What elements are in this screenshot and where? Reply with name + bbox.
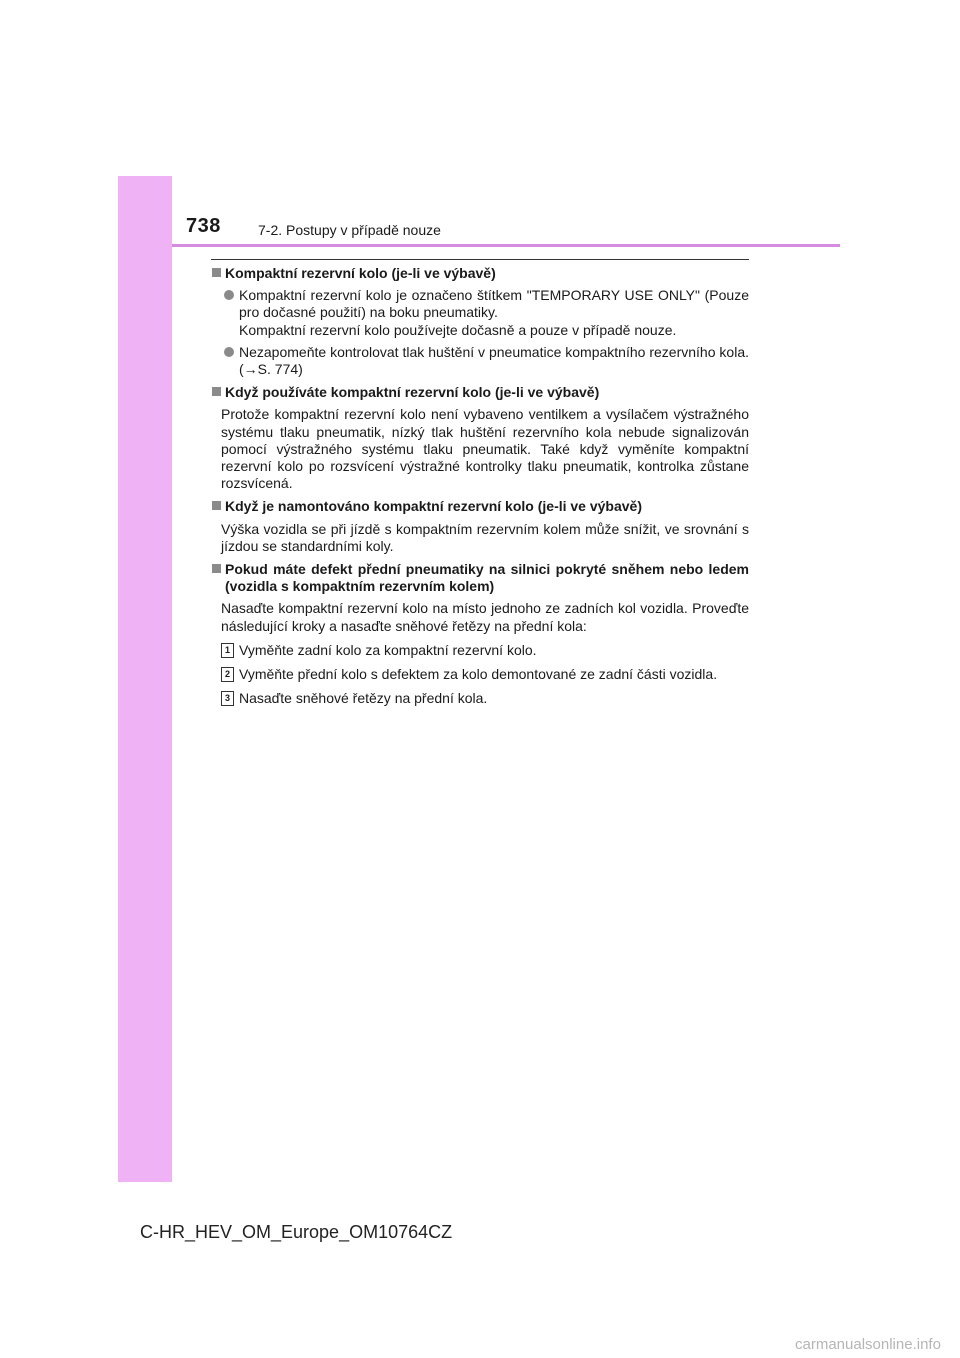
footer-doc-code: C-HR_HEV_OM_Europe_OM10764CZ — [140, 1222, 453, 1242]
section-using-compact-spare — [211, 384, 749, 492]
section-heading: Kompaktní rezervní kolo (je-li ve výbavě) — [211, 265, 749, 282]
step-item: 1 Vyměňte zadní kolo za kompaktní rezervní kolo. — [211, 642, 749, 659]
section-heading: Když je namontováno kompaktní rezervní kolo (je-li ve výbavě) — [211, 498, 749, 515]
step-number: 3 — [221, 691, 234, 706]
list-item: Nezapomeňte kontrolovat tlak huštění v pneumatice kompaktního rezervního kola. (→S. 774) — [211, 344, 749, 378]
circle-bullet-icon — [224, 290, 234, 300]
section-heading: Když používáte kompaktní rezervní kolo (je-li ve výbavě) — [211, 384, 749, 401]
step-number: 1 — [221, 643, 234, 658]
step-item: 3 Nasaďte sněhové řetězy na přední kola. — [211, 690, 749, 707]
paragraph: Výška vozidla se při jízdě s kompaktním rezervním kolem může snížit, ve srovnání s jízdou se standardními koly. — [221, 520, 749, 554]
watermark: carmanualsonline.info — [795, 1336, 941, 1353]
square-bullet-icon — [212, 268, 221, 277]
chapter-tab-sidebar — [118, 176, 172, 1182]
page-number: 738 — [186, 215, 221, 237]
circle-bullet-icon — [224, 347, 234, 357]
list-item: Kompaktní rezervní kolo je označeno štítkem "TEMPORARY USE ONLY" (Pouze pro dočasné použití) na boku pneumatiky. Kompaktní rezervní kolo používejte dočasně a pouze v případě nouze. — [211, 287, 749, 339]
section-heading: Pokud máte defekt přední pneumatiky na silnici pokryté sněhem nebo ledem (vozidla s kompaktním rezervním kolem) — [211, 561, 749, 595]
square-bullet-icon — [212, 387, 221, 396]
step-item: 2 Vyměňte přední kolo s defektem za kolo demontované ze zadní části vozidla. — [211, 666, 749, 683]
main-content — [211, 265, 749, 713]
paragraph: Nasaďte kompaktní rezervní kolo na místo jednoho ze zadních kol vozidla. Proveďte následující kroky a nasaďte sněhové řetězy na přední kola: — [221, 600, 749, 634]
step-number: 2 — [221, 667, 234, 682]
content-top-rule — [211, 259, 749, 260]
section-compact-spare-installed — [211, 498, 749, 555]
section-front-tire-flat-snow — [211, 561, 749, 707]
section-compact-spare — [211, 265, 749, 378]
square-bullet-icon — [212, 564, 221, 573]
header-rule — [172, 244, 840, 247]
paragraph: Protože kompaktní rezervní kolo není vybaveno ventilkem a vysílačem výstražného systému tlaku pneumatik, nízký tlak huštění rezervního kola nebude signalizován pomocí výstražného systému tlaku pneumatik. Také když vyměníte kompaktní rezervní kolo po rozsvícení výstražné kontrolky tlaku pneumatik, kontrolka zůstane rozsvícená. — [221, 406, 749, 492]
square-bullet-icon — [212, 501, 221, 510]
chapter-title: 7-2. Postupy v případě nouze — [258, 222, 441, 238]
